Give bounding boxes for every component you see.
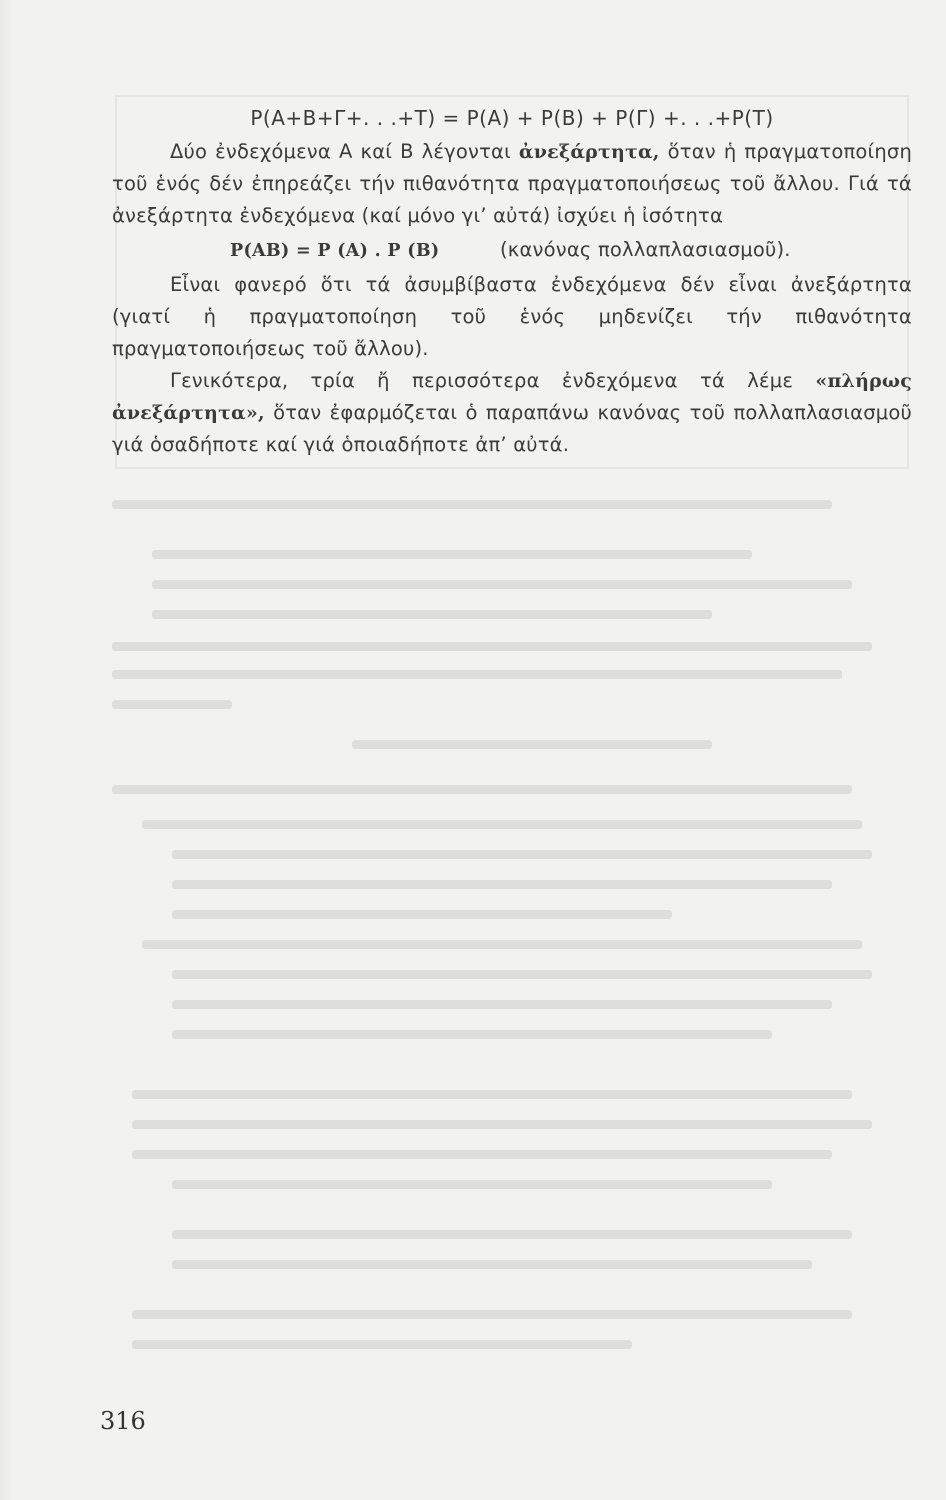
sum-rule-formula: P(Α+Β+Γ+. . .+Τ) = P(Α) + P(Β) + P(Γ) +. . .+P(Τ) bbox=[250, 106, 774, 130]
fully-independent-paragraph bbox=[112, 365, 912, 461]
multiplication-rule-name: (κανόνας πολλαπλασιασμοῦ). bbox=[500, 238, 791, 261]
page-text bbox=[112, 98, 912, 461]
term-fully-independent: «πλήρως ἀνεξάρτητα», bbox=[112, 370, 912, 424]
term-independent: ἀνεξάρτητα, bbox=[518, 141, 660, 163]
incompatible-events-paragraph: Εἶναι φανερό ὅτι τά ἀσυμβίβαστα ἐνδεχόμενα δέν εἶναι ἀνεξάρτητα (γιατί ἡ πραγματοποίηση τοῦ ἑνός μηδενίζει τήν πιθανότητα πραγματοποιήσεως τοῦ ἄλλου). bbox=[112, 273, 912, 360]
independence-definition-paragraph bbox=[112, 136, 912, 232]
para3-start: Γενικότερα, τρία ἤ περισσότερα ἐνδεχόμενα τά λέμε bbox=[170, 369, 816, 392]
para3-end: ὅταν ἐφαρμόζεται ὁ παραπάνω κανόνας τοῦ πολλαπλασιασμοῦ γιά ὁσαδήποτε καί γιά ὁποιαδήποτε ἀπ’ αὐτά. bbox=[112, 401, 912, 456]
multiplication-rule-line bbox=[112, 234, 912, 267]
show-through-text bbox=[112, 470, 912, 1370]
multiplication-rule-formula: P(AB) = P (A) . P (B) bbox=[230, 241, 440, 261]
para1-start: Δύο ἐνδεχόμενα Α καί Β λέγονται bbox=[170, 140, 519, 163]
page-number: 316 bbox=[100, 1407, 146, 1435]
para1-end: ὅταν ἡ πραγματοποίηση τοῦ ἑνός δέν ἐπηρεάζει τήν πιθανότητα πραγματοποιήσεως τοῦ ἄλλου. Γιά τά ἀνεξάρτητα ἐνδεχόμενα (καί μόνο γι’ αὐτά) ἰσχύει ἡ ἰσότητα bbox=[112, 140, 913, 227]
